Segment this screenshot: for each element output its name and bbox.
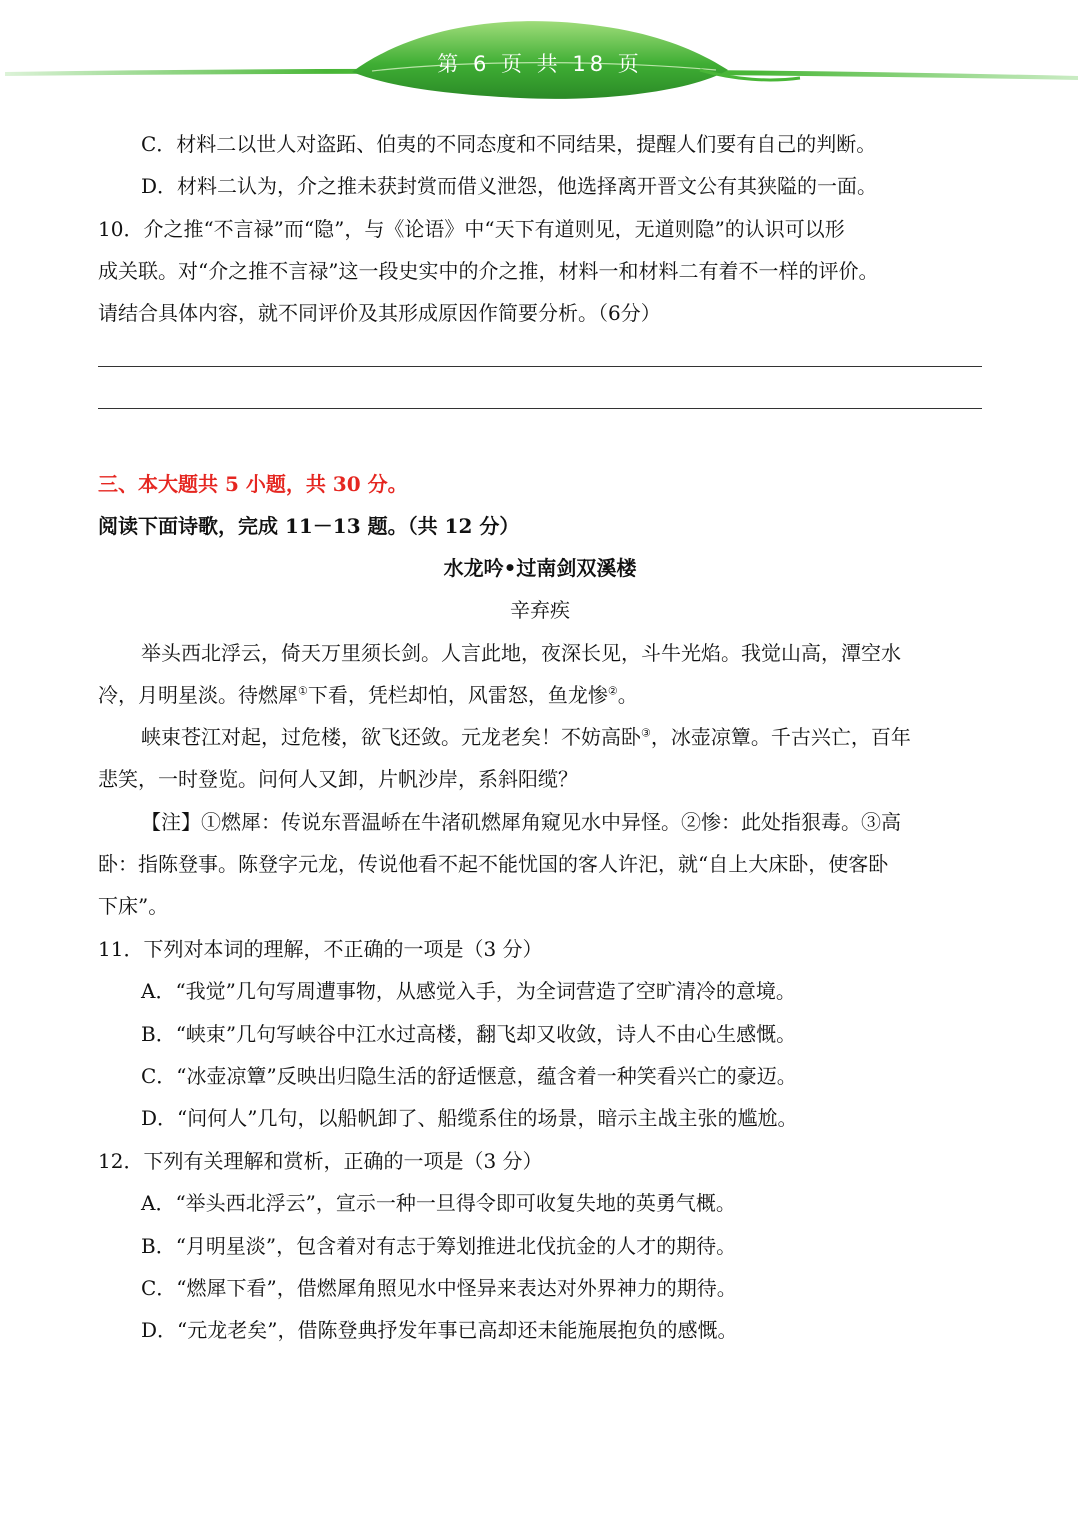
poem-note-2: 卧：指陈登事。陈登字元龙，传说他看不起不能忧国的客人许汜，就“自上大床卧，使客卧 xyxy=(98,852,889,876)
q9-option-d: D．材料二认为，介之推未获封赏而借义泄怨，他选择离开晋文公有其狭隘的一面。 xyxy=(141,174,878,198)
q10-line-2: 成关联。对“介之推不言禄”这一段史实中的介之推，材料一和材料二有着不一样的评价。 xyxy=(98,259,879,283)
poem-line-3: 峡束苍江对起，过危楼，欲飞还敛。元龙老矣！不妨高卧③，冰壶凉簟。千古兴亡，百年 xyxy=(141,725,911,749)
footnote-mark: ① xyxy=(298,684,308,698)
answer-line[interactable] xyxy=(98,366,982,367)
q12-stem: 12．下列有关理解和赏析，正确的一项是（3 分） xyxy=(98,1149,543,1173)
footnote-mark: ② xyxy=(607,684,618,698)
q11-option-a: A．“我觉”几句写周遭事物，从感觉入手，为全词营造了空旷清冷的意境。 xyxy=(141,979,796,1003)
poem-author: 辛弃疾 xyxy=(510,598,570,622)
q11-option-b: B．“峡束”几句写峡谷中江水过高楼，翻飞却又收敛，诗人不由心生感慨。 xyxy=(141,1022,797,1046)
q11-option-d: D．“问何人”几句，以船帆卸了、船缆系住的场景，暗示主战主张的尴尬。 xyxy=(141,1106,798,1130)
q11-stem: 11．下列对本词的理解，不正确的一项是（3 分） xyxy=(98,937,543,961)
poem-title: 水龙吟•过南剑双溪楼 xyxy=(443,556,637,580)
page-number-label: 第 6 页 共 18 页 xyxy=(437,52,643,76)
poem-line-1: 举头西北浮云，倚天万里须长剑。人言此地，夜深长见，斗牛光焰。我觉山高，潭空水 xyxy=(141,641,901,665)
q10-line-3: 请结合具体内容，就不同评价及其形成原因作简要分析。（6分） xyxy=(98,301,661,325)
q10-line-1: 10．介之推“不言禄”而“隐”，与《论语》中“天下有道则见，无道则隐”的认识可以形 xyxy=(98,217,845,241)
poem-note-3: 下床”。 xyxy=(98,894,169,918)
q9-option-c: C．材料二以世人对盗跖、伯夷的不同态度和不同结果，提醒人们要有自己的判断。 xyxy=(141,132,877,156)
page-header xyxy=(0,0,1080,110)
q12-option-b: B．“月明星淡”，包含着对有志于筹划推进北伐抗金的人才的期待。 xyxy=(141,1234,737,1258)
q12-option-d: D．“元龙老矣”，借陈登典抒发年事已高却还未能施展抱负的感慨。 xyxy=(141,1318,738,1342)
footnote-mark: ③ xyxy=(641,726,651,740)
answer-line[interactable] xyxy=(98,408,982,409)
q12-option-a: A．“举头西北浮云”，宣示一种一旦得令即可收复失地的英勇气概。 xyxy=(141,1191,736,1215)
section-3-title: 三、本大题共 5 小题，共 30 分。 xyxy=(98,472,408,496)
poem-line-2: 冷，月明星淡。待燃犀①下看，凭栏却怕，风雷怒，鱼龙惨②。 xyxy=(98,683,638,707)
section-3-instruction: 阅读下面诗歌，完成 11－13 题。（共 12 分） xyxy=(98,514,520,538)
poem-line-4: 悲笑，一时登览。问何人又卸，片帆沙岸，系斜阳缆？ xyxy=(98,767,578,791)
q11-option-c: C．“冰壶凉簟”反映出归隐生活的舒适惬意，蕴含着一种笑看兴亡的豪迈。 xyxy=(141,1064,797,1088)
q12-option-c: C．“燃犀下看”，借燃犀角照见水中怪异来表达对外界神力的期待。 xyxy=(141,1276,737,1300)
poem-note-1: 【注】①燃犀：传说东晋温峤在牛渚矶燃犀角窥见水中异怪。②惨：此处指狠毒。③高 xyxy=(141,810,901,834)
